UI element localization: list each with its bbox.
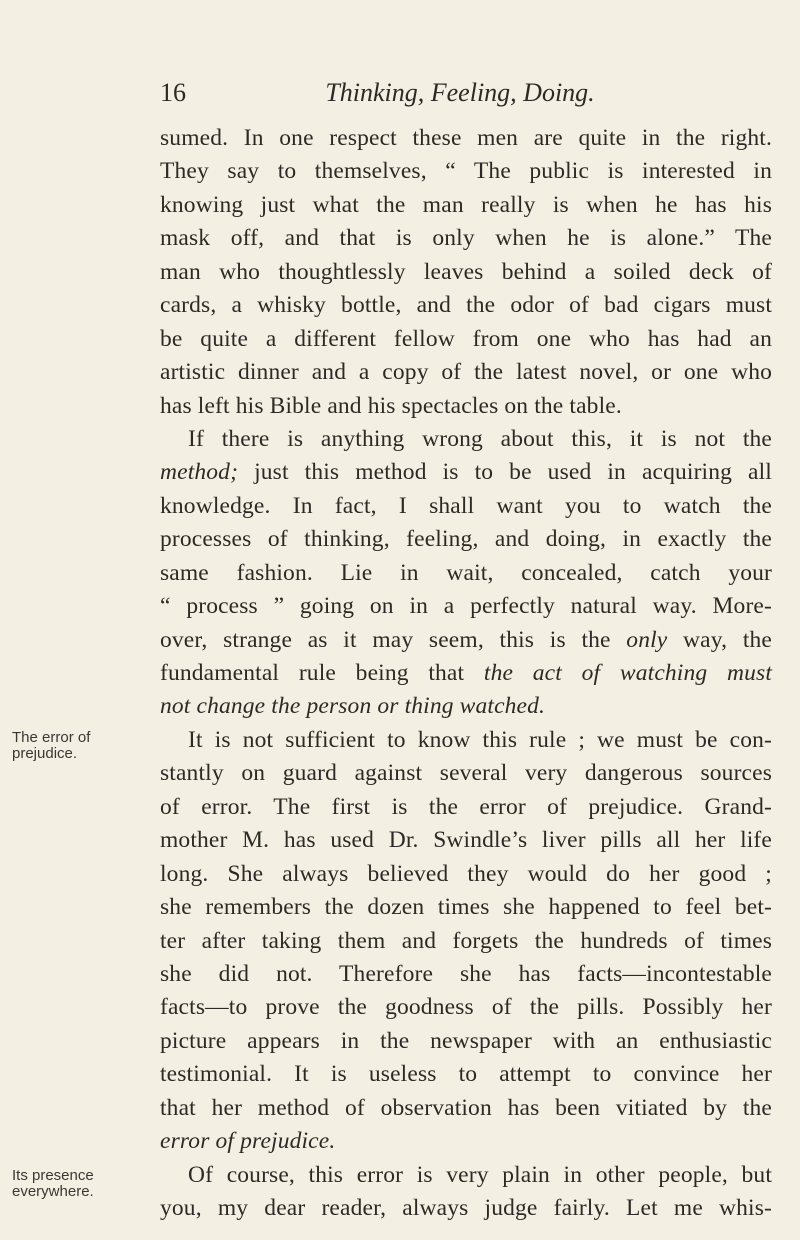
margin-note-line: Its presence bbox=[12, 1167, 94, 1184]
italic-phrase: the act of watching must bbox=[483, 660, 772, 686]
text-line: mask off, and that is only when he is alone.” The bbox=[160, 225, 772, 252]
text-line bbox=[160, 1125, 772, 1158]
text-line: mother M. has used Dr. Swindle’s liver pills all her life bbox=[160, 827, 772, 854]
text-line: knowing just what the man really is when he has his bbox=[160, 191, 772, 218]
margin-note-presence-everywhere bbox=[12, 1168, 137, 1200]
italic-phrase: method; bbox=[160, 459, 239, 486]
text-line: has left his Bible and his spectacles on the table. bbox=[160, 392, 622, 419]
body-text bbox=[160, 122, 772, 1225]
text-line: processes of thinking, feeling, and doing, in exactly the bbox=[160, 526, 772, 553]
text-line: she remembers the dozen times she happened to feel bet- bbox=[160, 894, 772, 921]
text-line: artistic dinner and a copy of the latest novel, or one who bbox=[160, 359, 772, 386]
text-line: facts—to prove the goodness of the pills. Possibly her bbox=[160, 994, 772, 1021]
text-line: “ process ” going on in a perfectly natural way. More- bbox=[160, 593, 772, 620]
text-line: long. She always believed they would do her good ; bbox=[160, 860, 772, 887]
margin-note-error-of-prejudice bbox=[12, 730, 137, 762]
text-line: sumed. In one respect these men are quite in the right. bbox=[160, 125, 772, 151]
text-line bbox=[160, 690, 772, 723]
text-line: picture appears in the newspaper with an enthusiastic bbox=[160, 1027, 772, 1054]
text-line: testimonial. It is useless to attempt to convince her bbox=[160, 1061, 772, 1088]
text-line: If there is anything wrong about this, it is not the bbox=[188, 425, 772, 452]
text-line: Of course, this error is very plain in other people, but bbox=[188, 1161, 772, 1188]
text-line: be quite a different fellow from one who has had an bbox=[160, 325, 772, 352]
italic-phrase: error of prejudice. bbox=[160, 1128, 336, 1155]
text-line: fundamental rule being that the act of watching must bbox=[160, 660, 772, 686]
text-line: ter after taking them and forgets the hundreds of times bbox=[160, 927, 772, 954]
text-line: They say to themselves, “ The public is interested in bbox=[160, 158, 772, 185]
text-line: she did not. Therefore she has facts—incontestable bbox=[160, 960, 772, 987]
text-line: method; just this method is to be used in acquiring all bbox=[160, 459, 772, 486]
text-line: cards, a whisky bottle, and the odor of bad cigars must bbox=[160, 292, 772, 319]
text-line: man who thoughtlessly leaves behind a soiled deck of bbox=[160, 258, 772, 285]
text-line: of error. The first is the error of prejudice. Grand- bbox=[160, 793, 772, 820]
text-line: you, my dear reader, always judge fairly. Let me whis- bbox=[160, 1195, 772, 1221]
text-line: stantly on guard against several very dangerous sources bbox=[160, 760, 772, 787]
italic-phrase: not change the person or thing watched. bbox=[160, 693, 546, 720]
margin-note-line: everywhere. bbox=[12, 1183, 94, 1200]
running-title: Thinking, Feeling, Doing. bbox=[325, 78, 595, 107]
margin-note-line: prejudice. bbox=[12, 745, 78, 762]
page-number: 16 bbox=[160, 78, 186, 107]
page-header bbox=[160, 78, 760, 114]
text-line: knowledge. In fact, I shall want you to watch the bbox=[160, 492, 772, 519]
margin-note-line: The error of bbox=[12, 729, 91, 746]
text-line: that her method of observation has been vitiated by the bbox=[160, 1094, 772, 1121]
text-line: same fashion. Lie in wait, concealed, catch your bbox=[160, 559, 772, 586]
italic-phrase: only bbox=[626, 626, 668, 653]
text-line: It is not sufficient to know this rule ; we must be con- bbox=[188, 726, 772, 753]
text-line: over, strange as it may seem, this is the only way, the bbox=[160, 626, 772, 653]
